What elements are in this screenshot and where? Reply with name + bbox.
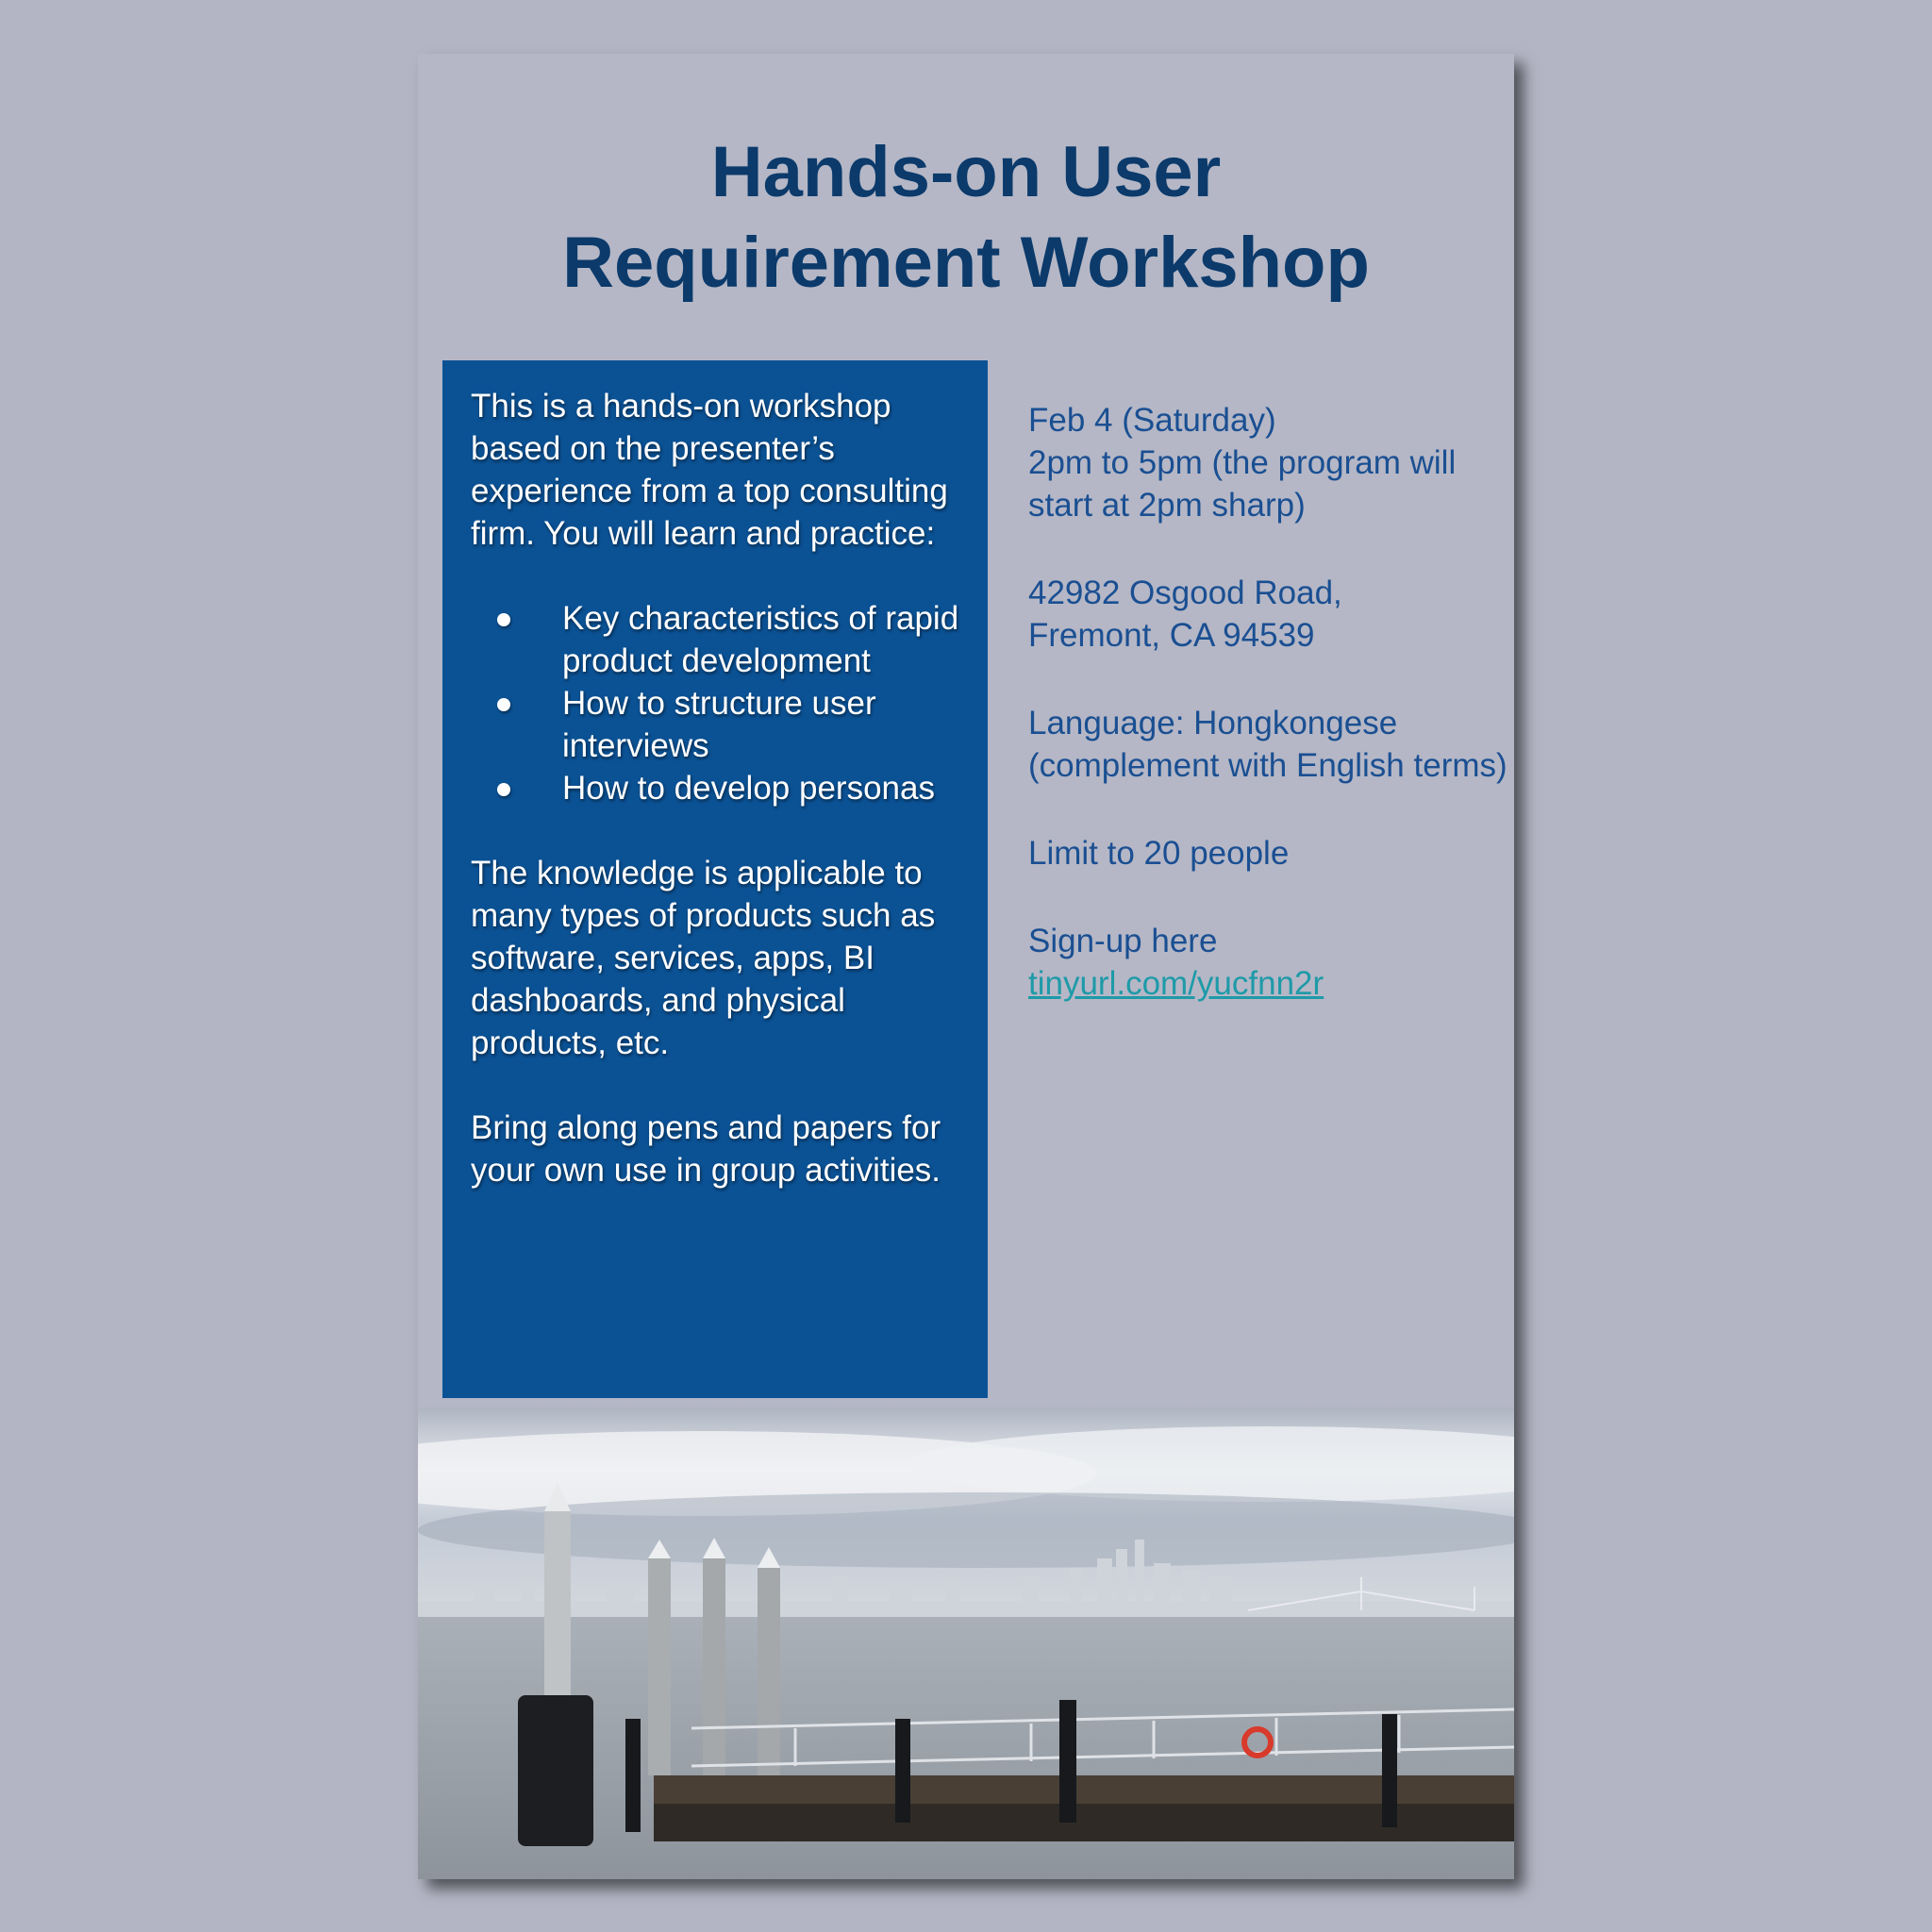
address-block <box>1028 572 1509 657</box>
signup-block <box>1028 920 1509 1005</box>
topic-text: How to structure user interviews <box>562 685 876 764</box>
title-line-1: Hands-on User <box>710 132 1222 212</box>
event-date: Feb 4 (Saturday) <box>1028 402 1276 439</box>
topic-item <box>471 597 965 682</box>
harbor-illustration <box>418 1407 1514 1879</box>
workshop-flyer <box>418 54 1514 1879</box>
bullet-icon <box>497 783 510 796</box>
title-line-2: Requirement Workshop <box>562 223 1370 303</box>
date-time-block <box>1028 399 1509 526</box>
topic-text: Key characteristics of rapid product development <box>562 600 959 679</box>
flyer-title <box>418 127 1514 308</box>
topic-item <box>471 682 965 767</box>
event-details <box>1028 399 1509 1050</box>
topics-list <box>471 597 965 809</box>
limit-text: Limit to 20 people <box>1028 835 1290 872</box>
address-line-2: Fremont, CA 94539 <box>1028 617 1315 654</box>
address-line-1: 42982 Osgood Road, <box>1028 575 1342 611</box>
event-time: 2pm to 5pm (the program will start at 2pm sharp) <box>1028 444 1457 524</box>
topic-item <box>471 767 965 809</box>
bring-text: Bring along pens and papers for your own use in group activities. <box>471 1109 941 1189</box>
signup-link[interactable]: tinyurl.com/yucfnn2r <box>1028 965 1324 1002</box>
topic-text: How to develop personas <box>562 770 935 807</box>
bay-skyline-photo <box>418 1407 1514 1879</box>
language-block <box>1028 702 1509 787</box>
bullet-icon <box>497 698 510 711</box>
limit-block <box>1028 832 1509 874</box>
language-text: Language: Hongkongese (complement with English terms) <box>1028 705 1507 784</box>
intro-text: This is a hands-on workshop based on the presenter’s experience from a top consulting firm. You will learn and practice: <box>471 388 948 552</box>
applicability-text: The knowledge is applicable to many types of products such as software, services, apps, BI dashboards, and physical products, etc. <box>471 855 936 1061</box>
description-box <box>442 360 988 1398</box>
signup-label: Sign-up here <box>1028 923 1218 959</box>
bullet-icon <box>497 613 510 626</box>
